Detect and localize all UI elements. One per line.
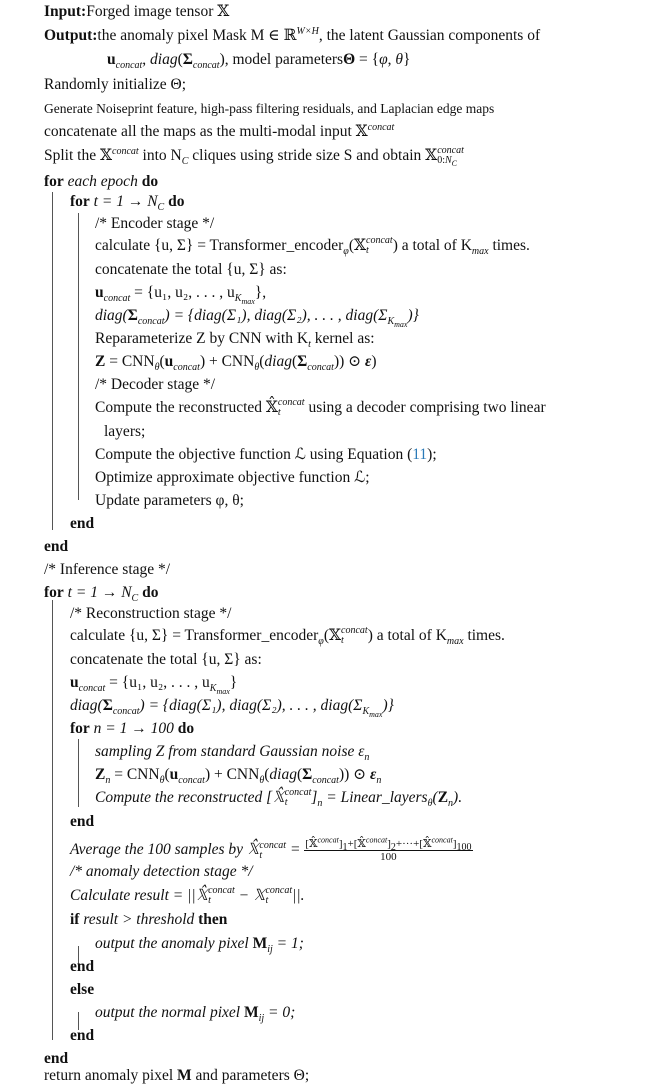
then-keyword: then [198, 911, 228, 928]
input-text: Forged image tensor 𝕏 [86, 3, 230, 20]
normal-output-text: output the normal pixel [95, 1004, 241, 1021]
if-line [70, 910, 227, 930]
for-condition: n = 1 → 100 [93, 720, 174, 737]
objective-text-b: ); [427, 446, 437, 463]
split-text-c: cliques using stride size S and obtain 𝕏 [188, 147, 438, 164]
zn-text: = CNN [114, 766, 160, 783]
update-line: Update parameters φ, θ; [95, 492, 244, 509]
anomaly-comment: /* anomaly detection stage */ [70, 863, 253, 880]
return-text-b: and parameters Θ; [195, 1067, 310, 1084]
reparam-line: Reparameterize Z by CNN with $K_t$ kernel as: [95, 330, 375, 351]
calc-text-b: (𝕏 [348, 237, 367, 254]
end-if: end [70, 958, 95, 975]
z-equation-line: $Z = CNN_\theta(u_{concat})$ + $CNN_\theta(diag(\Sigma_{concat}))$ ⊙ ε) [95, 353, 377, 374]
average-line: Average the 100 samples by 𝕏̂ concat t = $\frac{[𝕏̂^{concat}]_1+[𝕏̂^{concat}]_2+\cdot\cdot\cdot+[𝕏̂^{concat}]_{100}}{100}$ [70, 835, 472, 863]
u-concat-text: = {u₁, u₂, . . . , u [109, 674, 210, 691]
for-keyword: for [70, 193, 90, 210]
reparam-text: Reparameterize Z by CNN with K [95, 330, 309, 347]
calc-result-text: Calculate result = ||𝕏̂ [70, 887, 209, 904]
init-line: Randomly initialize Θ; [44, 76, 187, 93]
u-concat-line: $u_{concat} = \{u_1$, u₂, . . . , $u_{K_{max}}$}, [95, 284, 267, 307]
for-condition: each epoch [67, 173, 138, 190]
for-n-line [70, 719, 194, 739]
normal-output-line: output the normal pixel $M_{ij} = 0$; [95, 1004, 296, 1025]
else-line: else [70, 981, 95, 998]
input-line [44, 2, 229, 22]
for-keyword: for [70, 720, 90, 737]
anomaly-output-line: output the anomaly pixel $M_{ij} = 1$; [95, 935, 304, 956]
do-keyword: do [141, 173, 159, 190]
compute-recon-n-line: Compute the reconstructed [𝕏̂ concat t ]$_n$ = $Linear\_layers_\theta(Z_n)$. [95, 787, 463, 810]
calc-result-line: Calculate result = ||𝕏̂ concat t − 𝕏 concat t ||. [70, 885, 305, 907]
return-line: return anomaly pixel M and parameters Θ; [44, 1067, 310, 1084]
end-for-inference: end [44, 1050, 69, 1067]
block-bar-for-n [78, 739, 79, 807]
calc-text-c: ) a total of K [392, 237, 472, 254]
if-condition: result > threshold [83, 911, 195, 928]
do-keyword: do [177, 720, 195, 737]
concat-total-inference: concatenate the total {u, Σ} as: [70, 651, 262, 668]
output-label: Output: [44, 27, 98, 44]
objective-text: Compute the objective function ℒ using Equation ( [95, 446, 413, 463]
do-keyword: do [142, 584, 159, 601]
output-rest: , the latent Gaussian components of [318, 27, 541, 44]
end-for-n: end [70, 813, 95, 830]
compute-recon-line: Compute the reconstructed 𝕏̂ concat t using a decoder comprising two linear [95, 397, 546, 419]
linear-layers-text: = Linear_layers [326, 789, 428, 806]
reparam-text-b: kernel as: [310, 330, 375, 347]
objective-line [95, 445, 437, 465]
concat-maps-line: concatenate all the maps as the multi-modal input 𝕏$^{concat}$ [44, 121, 395, 140]
diag-concat-inference: $diag(\Sigma_{concat})$ = {diag(Σ₁), diag(Σ₂), . . . , $diag(\Sigma_{K_{max}})$} [70, 697, 394, 720]
split-line: Split the 𝕏$^{concat}$ into $N_C$ cliques using stride size S and obtain 𝕏 concat $0:N_C$ [44, 145, 464, 169]
average-fraction: $\frac{[𝕏̂^{concat}]_1+[𝕏̂^{concat}]_2+\cdot\cdot\cdot+[𝕏̂^{concat}]_{100}}{100}$ [305, 835, 472, 863]
input-label: Input: [44, 3, 87, 20]
sampling-text: sampling Z from standard Gaussian noise ε [95, 743, 365, 760]
reconstruction-comment: /* Reconstruction stage */ [70, 605, 232, 622]
output-text: the anomaly pixel Mask M ∈ ℝ [97, 27, 297, 44]
anomaly-output-text: output the anomaly pixel [95, 935, 249, 952]
calc-text-a: calculate {u, Σ} = Transformer_encoder [70, 627, 319, 644]
compute-recon-n-text: Compute the reconstructed [𝕏̂ [95, 789, 285, 806]
u-concat-text: = {u₁, u₂, . . . , u [134, 284, 235, 301]
average-text: Average the 100 samples by 𝕏̂ [70, 841, 260, 859]
normal-value: = 0; [268, 1004, 296, 1021]
return-text: return anomaly pixel [44, 1067, 174, 1084]
calc-text-d: times. [488, 237, 530, 254]
diag-concat-line: $diag(\Sigma_{concat})$ = {diag(Σ₁), diag(Σ₂), . . . , $diag(\Sigma_{K_{max}})$} [95, 307, 419, 330]
diag-concat-text: = {diag(Σ₁), diag(Σ₂), . . . , diag(Σ [173, 307, 388, 324]
for-epoch-line [44, 172, 158, 192]
concat-maps-text: concatenate all the maps as the multi-modal input 𝕏 [44, 123, 368, 140]
end-else: end [70, 1027, 95, 1044]
inference-comment: /* Inference stage */ [44, 561, 171, 578]
do-keyword: do [168, 193, 185, 210]
split-text-b: into N [138, 147, 182, 164]
diag-concat-text: = {diag(Σ₁), diag(Σ₂), . . . , diag(Σ [148, 697, 363, 714]
for-keyword: for [44, 173, 64, 190]
compute-recon-cont: layers; [104, 423, 146, 440]
for-t-line: for $t = 1 \to N_C$ do [70, 193, 185, 214]
calculate-inference-line: calculate {u, Σ} = Transformer_encoder$_\varphi$(𝕏 concat t ) a total of $K_{max}$ times. [70, 625, 505, 648]
equation-ref-link[interactable]: 11 [412, 446, 428, 463]
for-condition: t = 1 → N [93, 193, 158, 210]
end-for-epoch: end [44, 538, 69, 555]
for-keyword: for [44, 584, 64, 601]
optimize-line: Optimize approximate objective function ℒ; [95, 469, 370, 486]
split-text-a: Split the 𝕏 [44, 147, 113, 164]
sampling-line: sampling Z from standard Gaussian noise $\varepsilon_n$ [95, 743, 370, 764]
block-bar-epoch [52, 192, 53, 530]
block-bar-for-t [78, 213, 79, 500]
for-t-inference-line: for $t = 1 \to N_C$ do [44, 584, 159, 605]
end-for-t: end [70, 515, 95, 532]
zn-equation-line: $Z_n = CNN_\theta(u_{concat})$ + $CNN_\theta(diag(\Sigma_{concat}))$ ⊙ $\varepsilon_n$ [95, 766, 382, 787]
output-line-2: $u_{concat}$, $diag(\Sigma_{concat})$, model parametersΘ = {φ, θ} [107, 51, 411, 72]
output-sup: W×H [296, 25, 319, 37]
calc-text-b: (𝕏 [323, 627, 342, 644]
if-keyword: if [70, 911, 80, 928]
u-concat-inference: $u_{concat} = \{u_1$, u₂, . . . , $u_{K_{max}}$} [70, 674, 238, 697]
encoder-comment: /* Encoder stage */ [95, 215, 215, 232]
anomaly-value: = 1; [276, 935, 304, 952]
compute-recon-text-b: using a decoder comprising two linear [304, 399, 546, 416]
concat-total-line: concatenate the total {u, Σ} as: [95, 261, 287, 278]
calc-text-c: ) a total of K [367, 627, 447, 644]
calculate-line: calculate {u, Σ} = Transformer_encoder$_\varphi$(𝕏 concat t ) a total of $K_{max}$ times. [95, 235, 530, 258]
for-condition: t = 1 → N [67, 584, 132, 601]
calc-text-a: calculate {u, Σ} = Transformer_encoder [95, 237, 344, 254]
compute-recon-text: Compute the reconstructed 𝕏̂ [95, 399, 278, 416]
generate-line: Generate Noiseprint feature, high-pass filtering residuals, and Laplacian edge maps [44, 101, 495, 116]
calc-text-d: times. [463, 627, 505, 644]
block-bar-inference [52, 600, 53, 1040]
output-line [44, 26, 540, 46]
decoder-comment: /* Decoder stage */ [95, 376, 216, 393]
